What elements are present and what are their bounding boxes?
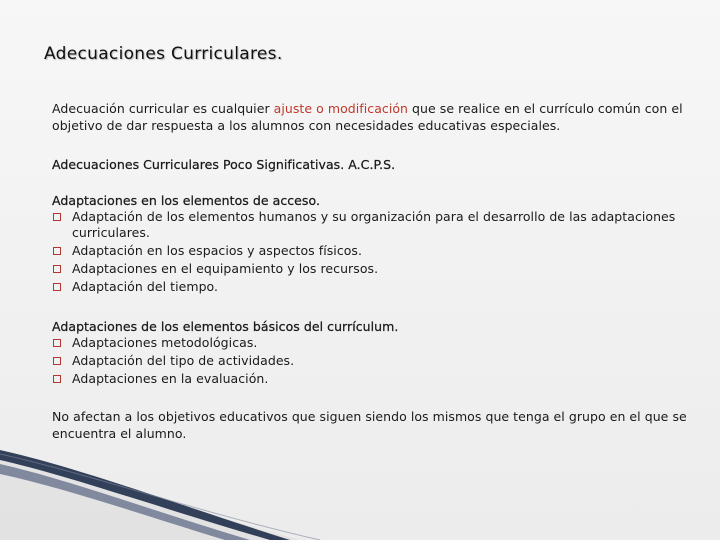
list-item-text: Adaptación del tiempo. xyxy=(72,279,219,294)
list-item xyxy=(52,209,692,241)
basic-section-list xyxy=(52,335,692,387)
list-item-text: Adaptación del tipo de actividades. xyxy=(72,353,295,368)
list-item-text: Adaptación de los elementos humanos y su organización para el desarrollo de las adaptaciones curriculares. xyxy=(72,209,676,240)
slide-title: Adecuaciones Curriculares. xyxy=(44,44,283,64)
list-item xyxy=(52,279,692,295)
subtitle: Adecuaciones Curriculares Poco Significativas. A.C.P.S. xyxy=(52,157,396,172)
access-section-list xyxy=(52,209,692,295)
list-item xyxy=(52,353,692,369)
list-item xyxy=(52,243,692,259)
list-item xyxy=(52,371,692,387)
square-bullet-icon xyxy=(53,357,61,365)
slide-content xyxy=(52,100,692,442)
closing-paragraph: No afectan a los objetivos educativos que siguen siendo los mismos que tenga el grupo en el que se encuentra el alumno. xyxy=(52,409,687,441)
decorative-swoosh xyxy=(0,450,720,540)
square-bullet-icon xyxy=(53,213,61,221)
basic-section-heading: Adaptaciones de los elementos básicos del currículum. xyxy=(52,319,399,334)
intro-text-start: Adecuación curricular es cualquier xyxy=(52,101,274,116)
intro-text-end: que se realice en el currículo común con el objetivo de dar respuesta a los alumnos con necesidades educativas especiales. xyxy=(52,101,683,133)
intro-highlight: ajuste o modificación xyxy=(273,101,409,116)
square-bullet-icon xyxy=(53,375,61,383)
list-item xyxy=(52,261,692,277)
list-item-text: Adaptaciones en el equipamiento y los recursos. xyxy=(72,261,379,276)
list-item-text: Adaptaciones metodológicas. xyxy=(72,335,258,350)
square-bullet-icon xyxy=(53,283,61,291)
intro-paragraph xyxy=(52,100,692,134)
list-item-text: Adaptaciones en la evaluación. xyxy=(72,371,269,386)
list-item xyxy=(52,335,692,351)
square-bullet-icon xyxy=(53,265,61,273)
square-bullet-icon xyxy=(53,339,61,347)
list-item-text: Adaptación en los espacios y aspectos físicos. xyxy=(72,243,363,258)
square-bullet-icon xyxy=(53,247,61,255)
access-section-heading: Adaptaciones en los elementos de acceso. xyxy=(52,193,320,208)
